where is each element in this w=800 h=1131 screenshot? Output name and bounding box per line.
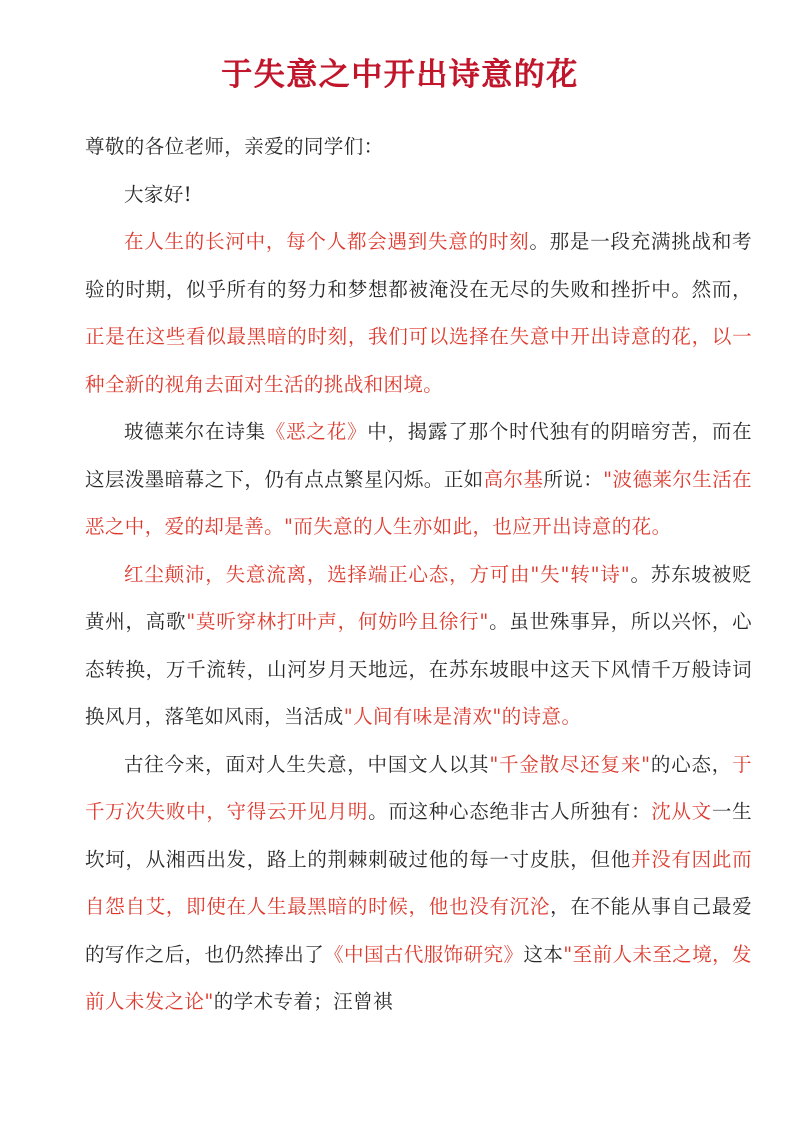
highlighted-text-run: "千金散尽还复来"	[489, 752, 651, 776]
body-text-run: 。苏东坡被贬黄州，高歌	[85, 562, 752, 633]
highlighted-text-run: "至前人未至之境，发前人未发之论"	[85, 942, 752, 1013]
body-text-run: 。虽世殊事异，所以兴怀，心态转换，万千流转，山河岁月天地远，在苏东坡眼中这天下风情千万般诗词换风月，落笔如风雨，当活成	[85, 610, 752, 728]
highlighted-text-run: 正是在这些看似最黑暗的时刻，我们可以选择在失意中开出诗意的花，以一种全新的视角去面对生活的挑战和困境。	[85, 325, 752, 396]
body-text-run: 玻德莱尔在诗集	[124, 420, 266, 443]
paragraph-1	[85, 218, 752, 408]
highlighted-text-run: 并没有因此而自怨自艾，即使在人生最黑暗的时候，他也没有沉沦	[85, 847, 752, 918]
greeting-line: 大家好!	[124, 182, 192, 206]
body-text-run: 的心态，	[650, 752, 733, 776]
highlighted-text-run: 于千万次失败中，守得云开见月明	[85, 752, 752, 823]
page-title: 于失意之中开出诗意的花	[221, 57, 579, 93]
highlighted-text-run: "莫听穿林打叶声，何妨吟且徐行"	[186, 610, 489, 633]
document-body	[0, 123, 800, 1026]
body-text-run: 所说：	[543, 467, 604, 491]
body-text-run: 这本	[523, 942, 564, 966]
body-text-run: 古往今来，面对人生失意，中国文人以其	[124, 752, 490, 776]
highlighted-text-run: 沈从文	[651, 800, 712, 823]
highlighted-text-run: 红尘颠沛，失意流离，选择端正心态，方可由"失"转"诗"	[124, 562, 631, 586]
highlighted-text-run: 高尔基	[483, 467, 544, 491]
paragraph-4	[85, 741, 752, 1026]
body-text-run: 一生坎坷，从湘西出发，路上的荆棘刺破过他的每一寸皮肤，但他	[85, 800, 752, 871]
body-text-run: 。那是一段充满挑战和考验的时期，似乎所有的努力和梦想都被淹没在无尽的失败和挫折中。然而，	[85, 230, 752, 301]
body-text-run: ，在不能从事自己最爱的写作之后，也仍然捧出了	[85, 895, 752, 966]
body-text-run: 。而这种心态绝非古人所独有：	[368, 800, 652, 823]
highlighted-text-run: "波德莱尔生活在恶之中，爱的却是善。"而失意的人生亦如此，也应开出诗意的花。	[85, 467, 753, 538]
paragraph-3	[85, 551, 752, 741]
paragraph-2	[85, 408, 752, 551]
highlighted-text-run: 《中国古代服饰研究》	[324, 942, 524, 966]
highlighted-text-run: 《恶之花》	[265, 420, 368, 443]
salutation-line: 尊敬的各位老师，亲爱的同学们：	[85, 135, 384, 158]
highlighted-text-run: 在人生的长河中，每个人都会遇到失意的时刻	[124, 230, 530, 253]
body-text-run: 中，揭露了那个时代独有的阴暗穷苦，而在这层泼墨暗幕之下，仍有点点繁星闪烁。正如	[85, 420, 752, 491]
body-text-run: 的学术专着；汪曾祺	[213, 990, 393, 1013]
highlighted-text-run: "人间有味是清欢"的诗意。	[343, 705, 582, 728]
